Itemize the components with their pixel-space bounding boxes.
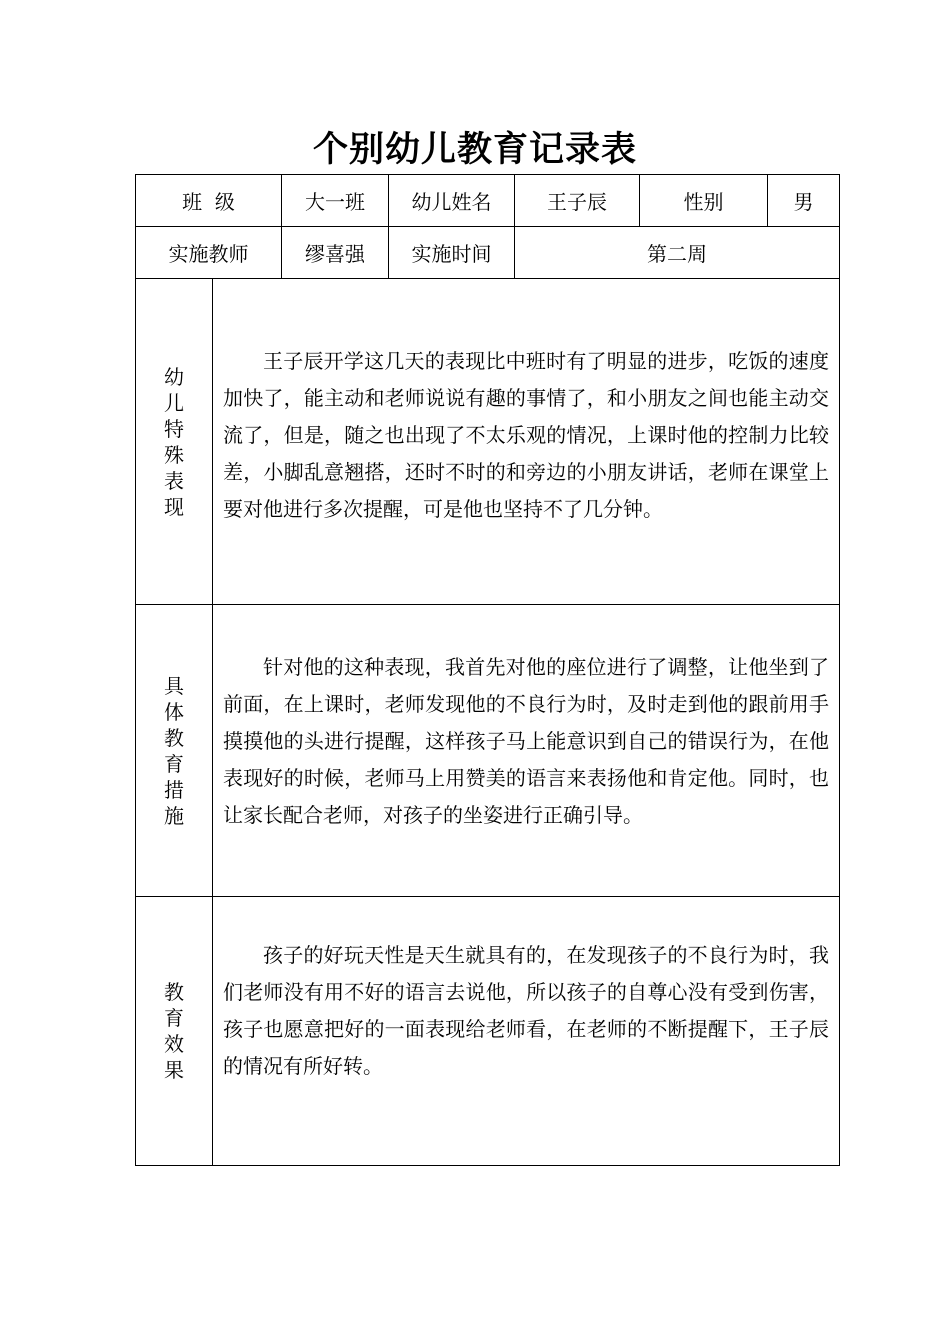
teacher-value: 缪喜强 [282,227,389,279]
record-table [135,174,840,1166]
gender-label: 性别 [640,175,768,227]
info-row-2 [136,227,840,279]
class-value: 大一班 [282,175,389,227]
child-name-value: 王子辰 [515,175,640,227]
section-text-measures: 针对他的这种表现，我首先对他的座位进行了调整，让他坐到了前面，在上课时，老师发现他的不良行为时，及时走到他的跟前用手摸摸他的头进行提醒，这样孩子马上能意识到自己的错误行为，在他表现好的时候，老师马上用赞美的语言来表扬他和肯定他。同时，也让家长配合老师，对孩子的坐姿进行正确引导。 [213,605,840,897]
section-row-effect [136,897,840,1166]
section-label-effect: 教育效果 [136,897,213,1166]
teacher-label: 实施教师 [136,227,282,279]
section-row-behavior [136,279,840,605]
time-value: 第二周 [515,227,840,279]
section-row-measures [136,605,840,897]
gender-value: 男 [768,175,840,227]
child-name-label: 幼儿姓名 [389,175,515,227]
class-label: 班 级 [136,175,282,227]
section-label-measures: 具体教育措施 [136,605,213,897]
info-row-1 [136,175,840,227]
section-label-behavior: 幼儿特殊表现 [136,279,213,605]
section-text-behavior: 王子辰开学这几天的表现比中班时有了明显的进步，吃饭的速度加快了，能主动和老师说说有趣的事情了，和小朋友之间也能主动交流了，但是，随之也出现了不太乐观的情况，上课时他的控制力比较差，小脚乱意翘搭，还时不时的和旁边的小朋友讲话，老师在课堂上要对他进行多次提醒，可是他也坚持不了几分钟。 [213,279,840,605]
section-text-effect: 孩子的好玩天性是天生就具有的，在发现孩子的不良行为时，我们老师没有用不好的语言去说他，所以孩子的自尊心没有受到伤害，孩子也愿意把好的一面表现给老师看，在老师的不断提醒下，王子辰的情况有所好转。 [213,897,840,1166]
page-title: 个别幼儿教育记录表 [312,129,637,170]
time-label: 实施时间 [389,227,515,279]
